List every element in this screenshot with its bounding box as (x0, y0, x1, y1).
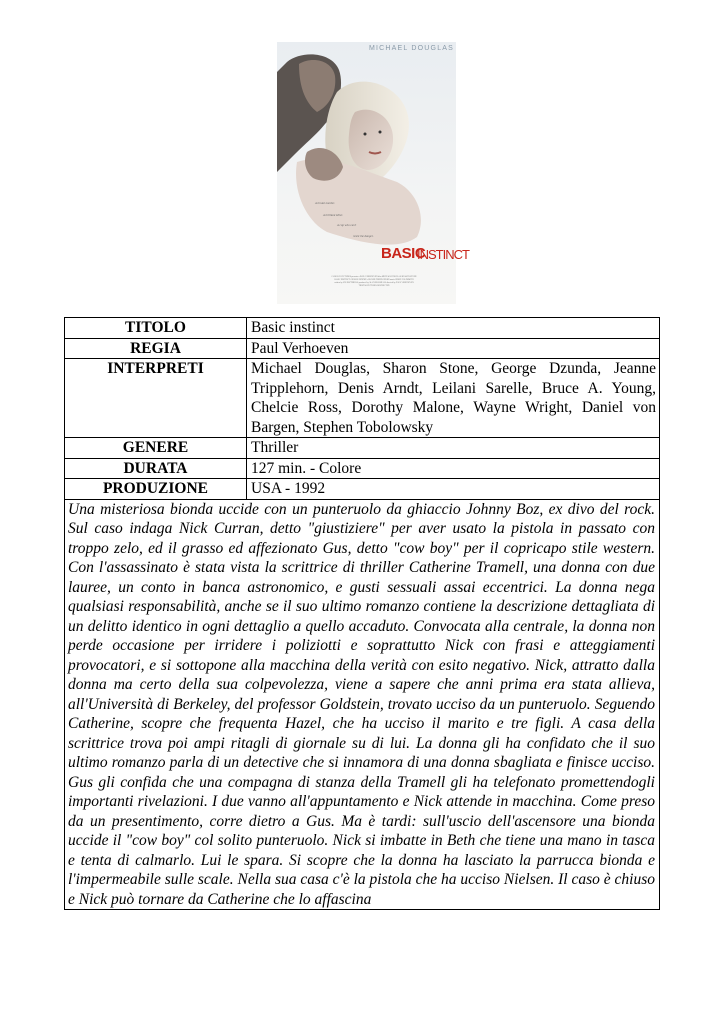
field-value-regia: Paul Verhoeven (247, 338, 660, 359)
plot-synopsis: Una misteriosa bionda uccide con un punteruolo da ghiaccio Johnny Boz, ex divo del rock. Sul caso indaga Nick Curran, detto "giustiziere" per aver usato la pistola in passato con troppo zelo, ed il grasso ed affezionato Gus, detto "cow boy" per il copricapo stile western. Con l'assassinato è stata vista la scrittrice di thriller Catherine Tramell, una donna con due lauree, un conto in banca astronomico, e gusti sessuali assai eccentrici. La donna nega qualsiasi responsabilità, anche se il suo ultimo romanzo contiene la descrizione dettagliata di un delitto identico in ogni dettaglio a quello accaduto. Convocata alla centrale, la donna non perde occasione per irridere i poliziotti e soprattutto Nick con frasi e atteggiamenti provocatori, e si sottopone alla macchina della verità con esito negativo. Nick, attratto dalla donna ma certo della sua colpevolezza, viene a sapere che anni prima era stata allieva, all'Università di Berkeley, del professor Goldstein, trovato ucciso da un punteruolo. Seguendo Catherine, scopre che frequenta Hazel, che ha ucciso il marito e tre figli. A casa della scrittrice trova poi ampi ritagli di giornale su di lui. La donna gli ha confidato che il suo ultimo romanzo parla di un detective che si innamora di una donna sbagliata e finisce ucciso. Gus gli confida che una compagna di stanza della Tramell gli ha telefonato promettendogli importanti rivelazioni. I due vanno all'appuntamento e Nick attende in macchina. Come preso da un presentimento, corre dietro a Gus. Ma è tardi: sull'uscio dell'ascensore una bionda uccide il "cow boy" col solito punteruolo. Nick si imbatte in Beth che tiene una mano in tasca e tenta di calmarlo. Lui le spara. Si scopre che la donna ha lasciato la parrucca bionda e l'impermeabile sulle scale. Nella sua casa c'è la pistola che ha ucciso Nielsen. Il caso è chiuso e Nick può tornare da Catherine che lo affascina (65, 499, 660, 910)
poster-tagline-line: resist the danger. (353, 234, 374, 238)
field-label-durata: DURATA (65, 458, 247, 479)
table-row (65, 338, 660, 359)
poster-credits-line: written by JOE ESZTERHAS produced by ALAN MARSHALL directed by PAUL VERHOEVEN (334, 282, 414, 284)
poster-tagline-line: A cop who can't (337, 223, 357, 227)
table-row (65, 458, 660, 479)
table-row (65, 318, 660, 339)
film-info-table (64, 317, 660, 910)
poster-actor-credit: MICHAEL DOUGLAS (369, 45, 455, 52)
poster-title-instinct: INSTINCT (417, 247, 469, 262)
field-value-interpreti: Michael Douglas, Sharon Stone, George Dzunda, Jeanne Tripplehorn, Denis Arndt, Leilani Sarelle, Bruce A. Young, Chelcie Ross, Dorothy Malone, Wayne Wright, Daniel von Bargen, Stephen Tobolowsky (247, 359, 660, 438)
field-label-genere: GENERE (65, 438, 247, 459)
poster-title-basic: BASIC (381, 245, 426, 262)
poster-credits-line: BASIC INSTINCT GEORGE DZUNDA JEANNE TRIPPLEHORN music JERRY GOLDSMITH (334, 279, 414, 281)
table-row (65, 359, 660, 438)
table-row (65, 438, 660, 459)
field-value-genere: Thriller (247, 438, 660, 459)
field-value-titolo: Basic instinct (247, 318, 660, 339)
field-label-regia: REGIA (65, 338, 247, 359)
poster-artwork (277, 42, 456, 304)
field-label-interpreti: INTERPRETI (65, 359, 247, 438)
field-value-produzione: USA - 1992 (247, 479, 660, 500)
poster-credits-line: TRISTAR PICTURES RESTRICTED (358, 285, 390, 287)
movie-poster (277, 42, 469, 304)
field-label-produzione: PRODUZIONE (65, 479, 247, 500)
table-row (65, 479, 660, 500)
poster-credits-line: CAROLCO PICTURES presents a PAUL VERHOEVEN film MICHAEL DOUGLAS SHARON STONE (331, 276, 417, 278)
poster-tagline-line: A brilliant killer. (323, 213, 343, 217)
field-label-titolo: TITOLO (65, 318, 247, 339)
poster-credits (299, 276, 449, 288)
poster-tagline-line: A brutal murder. (315, 201, 335, 205)
field-value-durata: 127 min. - Colore (247, 458, 660, 479)
table-row (65, 499, 660, 910)
